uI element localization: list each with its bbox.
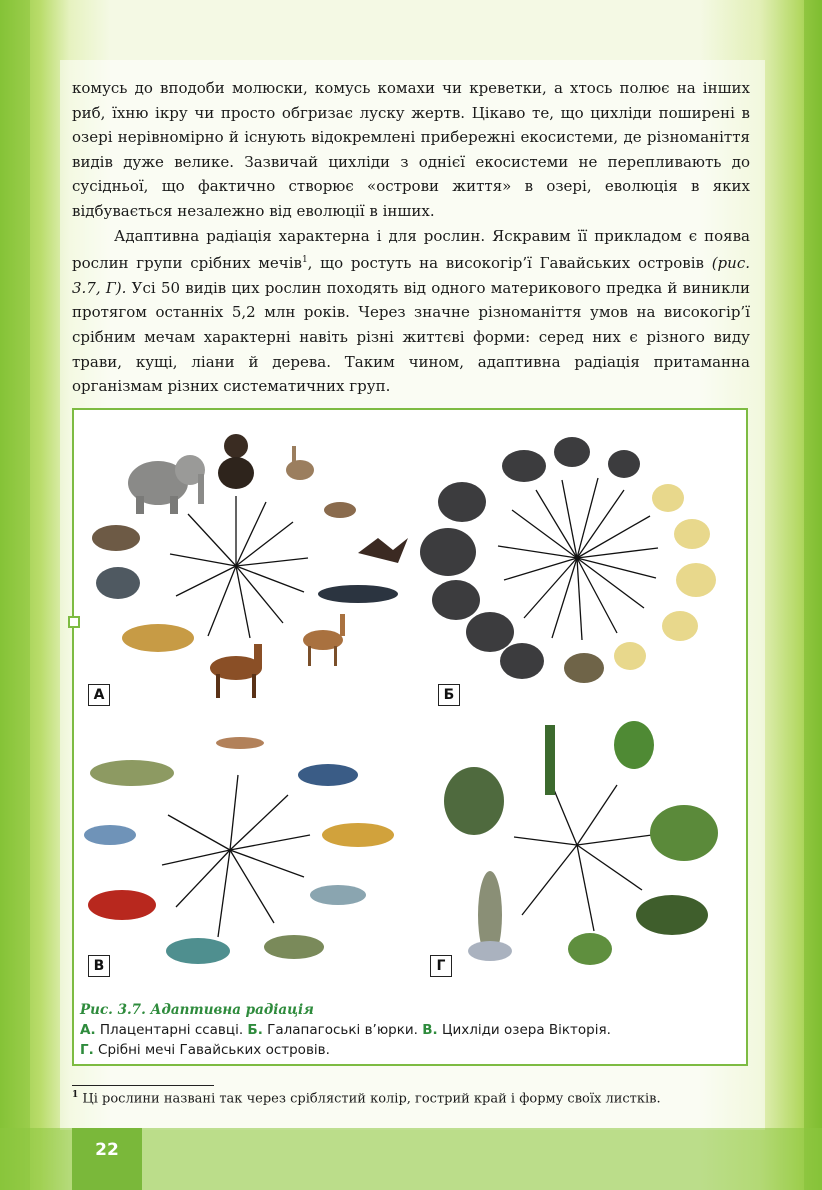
panel-label-b: Б: [438, 684, 460, 706]
horse-icon: [210, 644, 262, 698]
left-decor-stripe: [0, 0, 30, 1190]
figure-3-7: [72, 408, 748, 1066]
deer-icon: [303, 614, 345, 666]
footnote-ref: 1: [301, 255, 308, 266]
dark-finch-heads: [420, 437, 640, 679]
whale-icon: [318, 585, 398, 603]
silversword-vine-icon: [545, 725, 555, 795]
chimpanzee-icon: [218, 434, 254, 489]
cichlid-fish-7-icon: [166, 938, 230, 964]
silversword-cushion-icon: [650, 805, 718, 861]
panel-d-silverswords: [412, 715, 742, 985]
caption-line-1: [80, 1020, 740, 1040]
figure-reference: (рис. 3.7, Г).: [72, 254, 750, 297]
caption-key-a: А.: [80, 1022, 96, 1038]
cichlid-fish-3-icon: [298, 764, 358, 786]
caption-text-a: Плацентарні ссавці.: [95, 1022, 248, 1038]
paragraph-1: комусь до вподоби молюски, комусь комахи чи креветки, а хтось полює на інших риб, їхню ікру чи просто обгризає луску жертв. Цікаво те, що цихліди поширені в озері нерівномірно й існують відокремлені прибережні екосистеми, де різноманіття видів дуже велике. Зазвичай цихліди з однієї екосистеми не перепливають до сусідньої, що фактично створює «острови життя» в озері, еволюція в яких відбувається незалежно від еволюції в інших.: [72, 79, 750, 220]
page-number: 22: [72, 1128, 142, 1190]
radiation-star: [514, 785, 652, 931]
caption-text-c: Цихліди озера Вікторія.: [437, 1022, 611, 1038]
panel-a-illustration: [78, 418, 408, 703]
panel-label-a: А: [88, 684, 110, 706]
panel-b-finches: [412, 418, 742, 703]
radiation-star: [162, 775, 310, 937]
light-finch-heads: [614, 484, 716, 670]
silversword-mat-icon: [636, 895, 708, 935]
body-text: [72, 76, 750, 399]
cichlid-fish-9-icon: [84, 825, 136, 845]
caption-line-2: [80, 1040, 740, 1060]
panel-d-illustration: [412, 715, 742, 985]
rabbit-icon: [286, 446, 314, 480]
footnote-divider: [72, 1085, 214, 1086]
mottled-finch-head: [564, 653, 604, 683]
radiation-star: [498, 478, 658, 640]
panel-label-c: В: [88, 955, 110, 977]
cichlid-fish-6-icon: [264, 935, 324, 959]
caption-key-d: Г.: [80, 1042, 94, 1058]
paragraph-2-part-c: Усі 50 видів цих рослин походять від одного материкового предка й виникли протягом останніх 5,2 млн років. Через значне різноманіття умов на високогір’ї срібним мечам характерні навіть різні життєві форми: серед них є різного виду трави, кущі, ліани й дерева. Таким чином, адаптивна радіація притаманна організмам різних систематичних груп.: [72, 278, 750, 396]
cichlid-fish-8-icon: [88, 890, 156, 920]
seal-icon: [96, 567, 140, 599]
cichlid-fish-1-icon: [90, 760, 174, 786]
caption-text-d: Срібні мечі Гавайських островів.: [93, 1042, 330, 1058]
elephant-icon: [128, 455, 205, 514]
silversword-tree-icon: [568, 933, 612, 965]
silversword-shrub-icon: [444, 767, 504, 835]
bat-icon: [358, 538, 408, 563]
jaguar-icon: [122, 624, 194, 652]
footnote: [72, 1090, 752, 1106]
caption-key-c: В.: [422, 1022, 438, 1038]
paragraph-2: [72, 224, 750, 399]
footnote-mark: 1: [72, 1090, 79, 1100]
panel-b-illustration: [412, 418, 742, 703]
radiation-star: [170, 496, 308, 638]
panel-c-cichlids: [78, 715, 408, 985]
panel-a-mammals: [78, 418, 408, 703]
caption-text-b: Галапагоські в’юрки.: [262, 1022, 423, 1038]
paragraph-2-part-b: , що ростуть на високогір’ї Гавайських островів: [307, 254, 712, 273]
silversword-spike-icon: [468, 871, 512, 961]
caption-key-b: Б.: [247, 1022, 263, 1038]
panel-c-illustration: [78, 715, 408, 985]
cichlid-fish-4-icon: [322, 823, 394, 847]
cichlid-fish-5-icon: [310, 885, 366, 905]
hedgehog-icon: [92, 525, 140, 551]
cichlid-fish-2-icon: [216, 737, 264, 749]
footnote-text: Ці рослини названі так через сріблястий колір, гострий край і форму своїх листків.: [78, 1091, 661, 1107]
paragraph-2-part-a: Адаптивна радіація характерна і для рослин. Яскравим її прикладом є поява рослин групи срібних мечів: [72, 226, 750, 273]
mouse-icon: [324, 502, 356, 518]
figure-caption: [80, 1000, 740, 1060]
right-decor-stripe: [804, 0, 822, 1190]
panel-label-d: Г: [430, 955, 452, 977]
caption-title: Рис. 3.7. Адаптивна радіація: [80, 1002, 314, 1018]
silversword-rosette-icon: [614, 721, 654, 769]
